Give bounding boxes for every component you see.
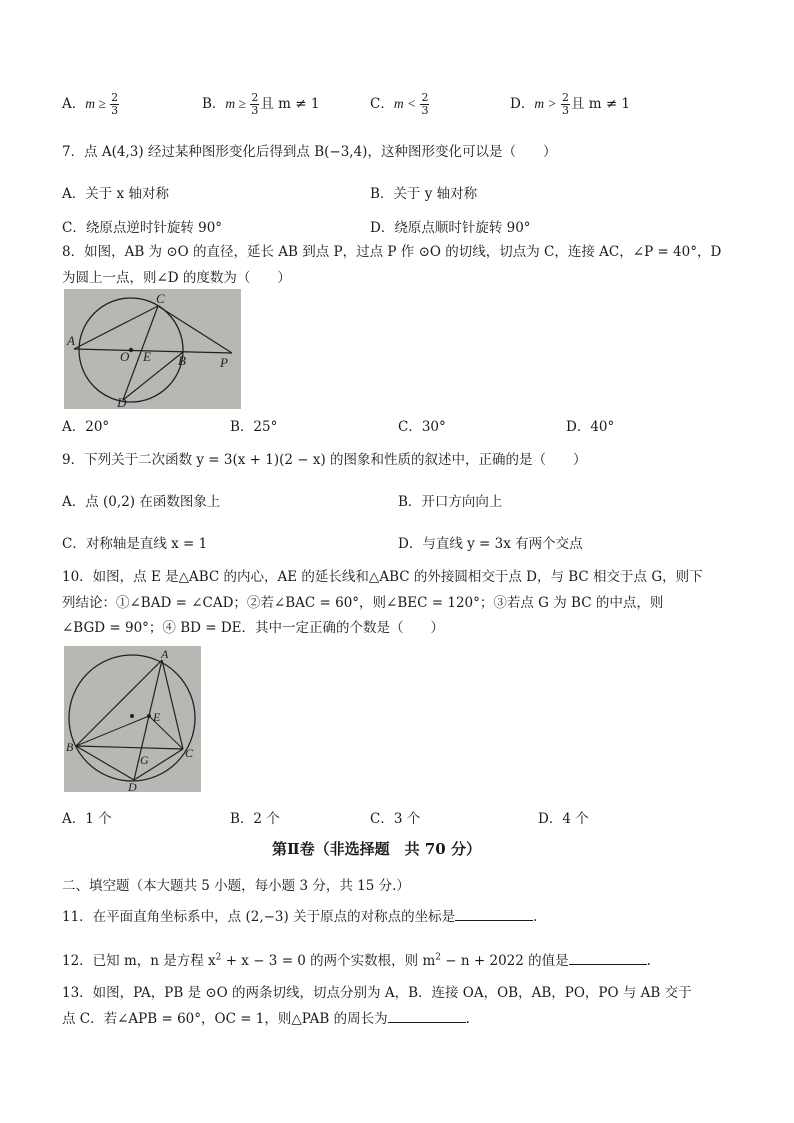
- q8-stem-line1: 8．如图，AB 为 ⊙O 的直径，延长 AB 到点 P，过点 P 作 ⊙O 的切线，切点为 C，连接 AC，∠P = 40°，D: [62, 244, 722, 260]
- q7-option-d: D．绕原点顺时针旋转 90°: [370, 220, 531, 236]
- q8-option-c: C．30°: [398, 419, 446, 435]
- q6-option-c: C．m < $\frac{2}{3}$: [370, 91, 429, 117]
- q6-option-b: B．m ≥ $\frac{2}{3}$ 且 m ≠ 1: [202, 91, 320, 117]
- q9-stem: 9．下列关于二次函数 y = 3(x + 1)(2 − x) 的图象和性质的叙述中，正确的是（ ）: [62, 452, 587, 468]
- q10-incenter-dot: [147, 714, 151, 718]
- q10-option-a: A．1 个: [62, 811, 112, 827]
- q8-label-e: E: [143, 349, 151, 364]
- q8-label-p: P: [220, 355, 228, 370]
- q8-option-a: A．20°: [62, 419, 110, 435]
- q10-label-g: G: [140, 753, 149, 767]
- q10-option-b: B．2 个: [230, 811, 280, 827]
- q8-figure-svg: [64, 289, 241, 409]
- q10-label-b: B: [66, 740, 74, 754]
- q8-option-b: B．25°: [230, 419, 278, 435]
- q8-line-ap: [74, 349, 232, 353]
- section2-subtitle: 二、填空题（本大题共 5 小题，每小题 3 分，共 15 分.）: [62, 878, 410, 894]
- q9-option-c: C．对称轴是直线 x = 1: [62, 536, 208, 552]
- q12: 12．已知 m，n 是方程 $x^2 + x - 3 = 0$ 的两个实数根，则 $m^2 - n + 2022$ 的值是 .: [62, 952, 651, 969]
- q8-stem-line2: 为圆上一点，则∠D 的度数为（ ）: [62, 270, 291, 286]
- q10-line-be: [76, 716, 149, 746]
- q10-label-d: D: [128, 780, 137, 792]
- q11-answer-blank[interactable]: [455, 919, 533, 921]
- q10-label-e: E: [153, 710, 161, 724]
- q7-option-c: C．绕原点逆时针旋转 90°: [62, 220, 223, 236]
- q8-label-d: D: [117, 395, 127, 409]
- q10-option-c: C．3 个: [370, 811, 421, 827]
- q8-figure: [64, 289, 241, 409]
- q13-answer-blank[interactable]: [388, 1021, 466, 1023]
- q9-option-b: B．开口方向向上: [398, 494, 503, 510]
- q8-label-b: B: [178, 353, 186, 368]
- q8-option-d: D．40°: [566, 419, 615, 435]
- q10-figure: [64, 646, 201, 792]
- q13-line1: 13．如图，PA，PB 是 ⊙O 的两条切线，切点分别为 A，B．连接 OA，OB，AB，PO，PO 与 AB 交于: [62, 985, 692, 1001]
- q10-center-dot: [130, 714, 134, 718]
- q9-option-d: D．与直线 y = 3x 有两个交点: [398, 536, 583, 552]
- q12-answer-blank[interactable]: [569, 963, 647, 965]
- q10-label-a: A: [161, 647, 169, 661]
- q11: 11．在平面直角坐标系中，点 (2,−3) 关于原点的对称点的坐标是 .: [62, 909, 538, 925]
- q7-option-a: A．关于 x 轴对称: [62, 186, 169, 202]
- q10-stem-line1: 10．如图，点 E 是△ABC 的内心，AE 的延长线和△ABC 的外接圆相交于点 D，与 BC 相交于点 G，则下: [62, 569, 703, 585]
- q8-line-ac: [74, 306, 158, 349]
- q10-stem-line3: ∠BGD = 90°；④ BD = DE．其中一定正确的个数是（ ）: [62, 620, 445, 636]
- q8-label-o: O: [120, 349, 130, 364]
- q8-line-cp: [158, 306, 232, 353]
- q9-option-a: A．点 (0,2) 在函数图象上: [62, 494, 221, 510]
- q10-stem-line2: 列结论：①∠BAD = ∠CAD；②若∠BAC = 60°，则∠BEC = 120°；③若点 G 为 BC 的中点，则: [62, 595, 664, 611]
- q8-label-c: C: [156, 291, 165, 306]
- q10-label-c: C: [185, 746, 194, 760]
- q10-line-bc: [76, 746, 183, 749]
- q6-option-a: A．m ≥ $\frac{2}{3}$: [62, 91, 119, 117]
- q7-option-b: B．关于 y 轴对称: [370, 186, 478, 202]
- q10-line-ac: [162, 660, 183, 749]
- q10-figure-svg: [64, 646, 201, 792]
- q6-option-d: D．m > $\frac{2}{3}$ 且 m ≠ 1: [510, 91, 631, 117]
- q13-line2: 点 C．若∠APB = 60°，OC = 1，则△PAB 的周长为 .: [62, 1011, 470, 1027]
- q8-label-a: A: [67, 333, 75, 348]
- q7-stem: 7．点 A(4,3) 经过某种图形变化后得到点 B(−3,4)，这种图形变化可以是（ ）: [62, 144, 557, 160]
- q8-center-dot: [129, 348, 133, 352]
- section2-title: 第Ⅱ卷（非选择题 共 70 分）: [272, 840, 481, 858]
- q10-option-d: D．4 个: [538, 811, 589, 827]
